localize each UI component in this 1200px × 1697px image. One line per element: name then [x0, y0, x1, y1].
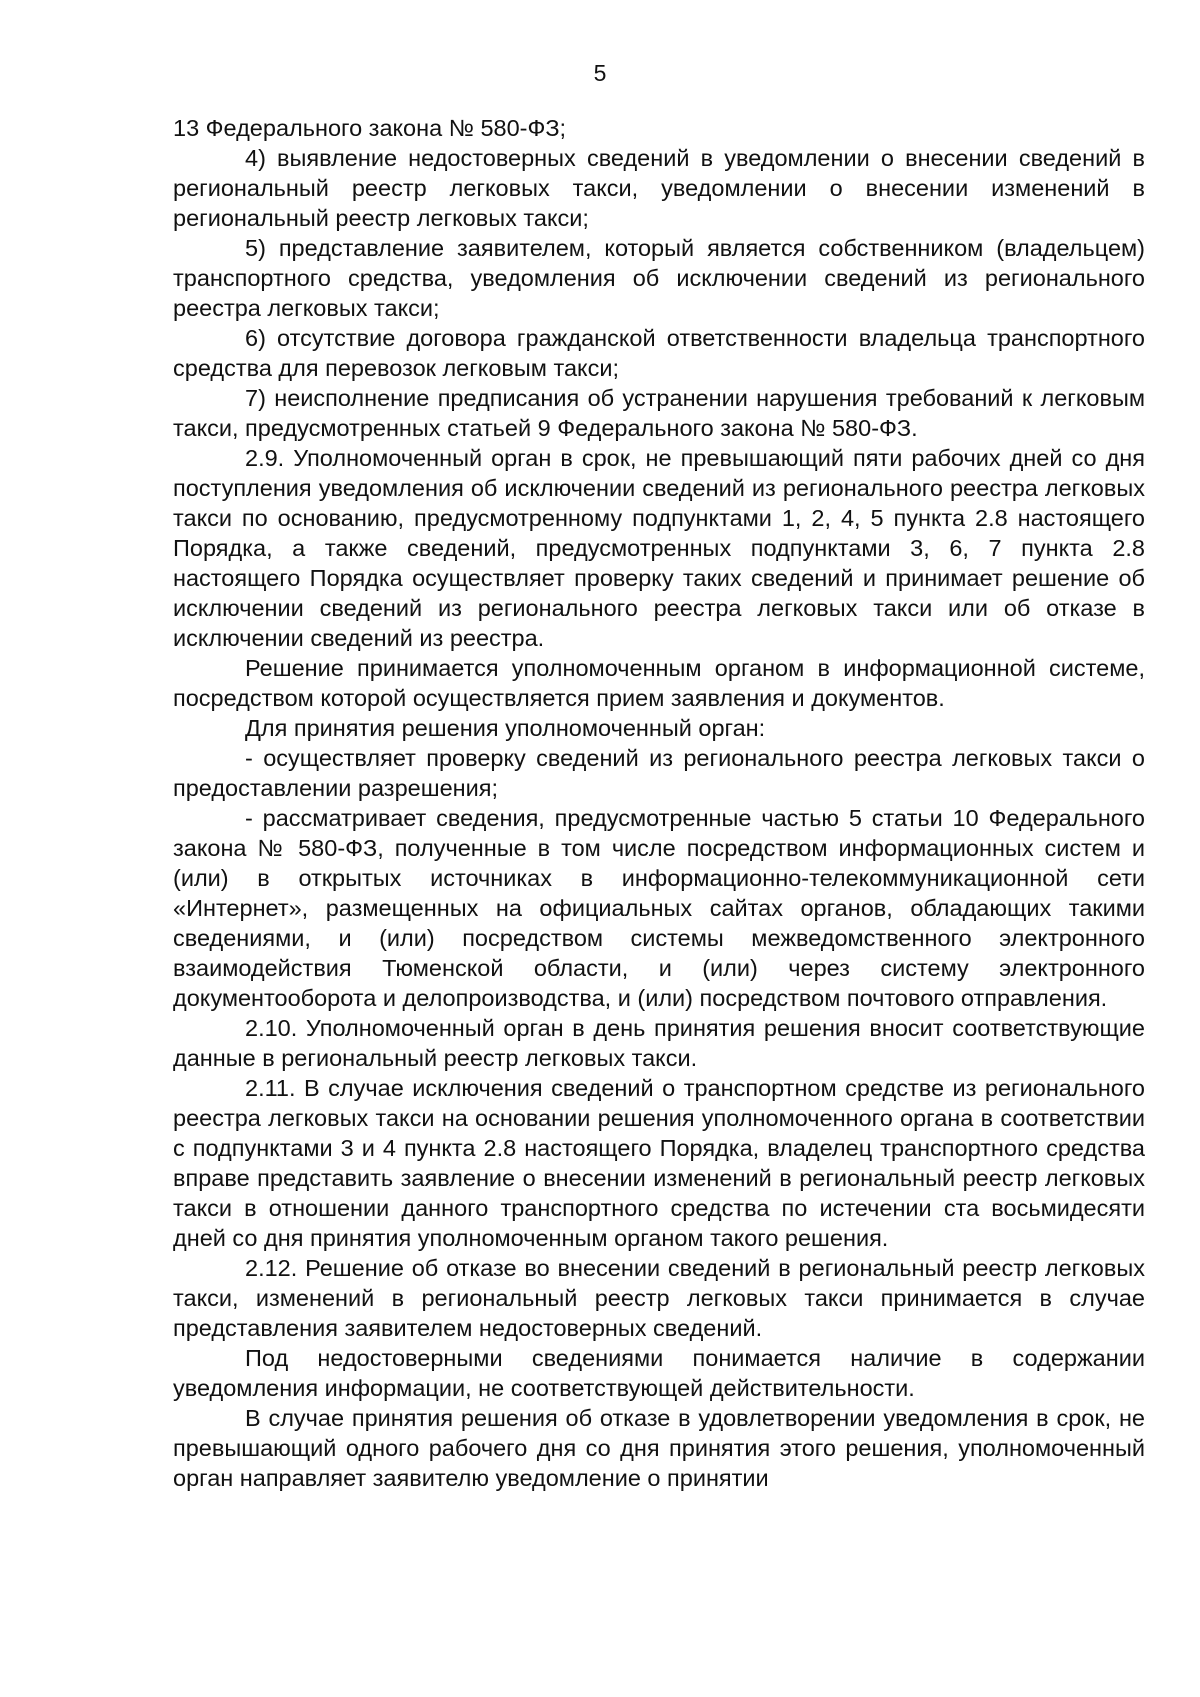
paragraph-item-7: 7) неисполнение предписания об устранении нарушения требований к легковым такси, предусмотренных статьей 9 Федерального закона № 580-ФЗ. — [173, 385, 1145, 441]
paragraph-decision-system: Решение принимается уполномоченным органом в информационной системе, посредством которой осуществляется прием заявления и документов. — [173, 655, 1145, 711]
paragraph-section-2-12: 2.12. Решение об отказе во внесении сведений в региональный реестр легковых такси, изменений в региональный реестр легковых такси принимается в случае представления заявителем недостоверных сведений. — [173, 1255, 1145, 1341]
paragraph-section-2-11: 2.11. В случае исключения сведений о транспортном средстве из регионального реестра легковых такси на основании решения уполномоченного органа в соответствии с подпунктами 3 и 4 пункта 2.8 настоящего Порядка, владелец транспортного средства вправе представить заявление о внесении изменений в региональный реестр легковых такси в отношении данного транспортного средства по истечении ста восьмидесяти дней со дня принятия уполномоченным органом такого решения. — [173, 1075, 1145, 1251]
paragraph-item-4: 4) выявление недостоверных сведений в уведомлении о внесении сведений в региональный реестр легковых такси, уведомлении о внесении изменений в региональный реестр легковых такси; — [173, 145, 1145, 231]
paragraph-review-info: - рассматривает сведения, предусмотренные частью 5 статьи 10 Федерального закона № 580-ФЗ, полученные в том числе посредством информационных систем и (или) в открытых источниках в информационно-телекоммуникационной сети «Интернет», размещенных на официальных сайтах органов, обладающих такими сведениями, и (или) посредством системы межведомственного электронного взаимодействия Тюменской области, и (или) через систему электронного документооборота и делопроизводства, и (или) посредством почтового отправления. — [173, 805, 1145, 1011]
paragraph-refusal-notice: В случае принятия решения об отказе в удовлетворении уведомления в срок, не превышающий одного рабочего дня со дня принятия этого решения, уполномоченный орган направляет заявителю уведомление о принятии — [173, 1405, 1145, 1491]
paragraph-item-5: 5) представление заявителем, который является собственником (владельцем) транспортного средства, уведомления об исключении сведений из регионального реестра легковых такси; — [173, 235, 1145, 321]
paragraph-false-info-definition: Под недостоверными сведениями понимается наличие в содержании уведомления информации, не соответствующей действительности. — [173, 1345, 1145, 1401]
paragraph-continuation: 13 Федерального закона № 580-ФЗ; — [173, 115, 567, 141]
paragraph-decision-intro: Для принятия решения уполномоченный орган: — [245, 715, 766, 741]
paragraph-section-2-9: 2.9. Уполномоченный орган в срок, не превышающий пяти рабочих дней со дня поступления уведомления об исключении сведений из регионального реестра легковых такси по основанию, предусмотренному подпунктами 1, 2, 4, 5 пункта 2.8 настоящего Порядка, а также сведений, предусмотренных подпунктами 3, 6, 7 пункта 2.8 настоящего Порядка осуществляет проверку таких сведений и принимает решение об исключении сведений из регионального реестра легковых такси или об отказе в исключении сведений из реестра. — [173, 445, 1145, 651]
paragraph-item-6: 6) отсутствие договора гражданской ответственности владельца транспортного средства для перевозок легковым такси; — [173, 325, 1145, 381]
paragraph-check-registry: - осуществляет проверку сведений из регионального реестра легковых такси о предоставлении разрешения; — [173, 745, 1145, 801]
document-body — [173, 113, 1145, 1493]
paragraph-section-2-10: 2.10. Уполномоченный орган в день принятия решения вносит соответствующие данные в региональный реестр легковых такси. — [173, 1015, 1145, 1071]
page-number: 5 — [593, 60, 607, 86]
